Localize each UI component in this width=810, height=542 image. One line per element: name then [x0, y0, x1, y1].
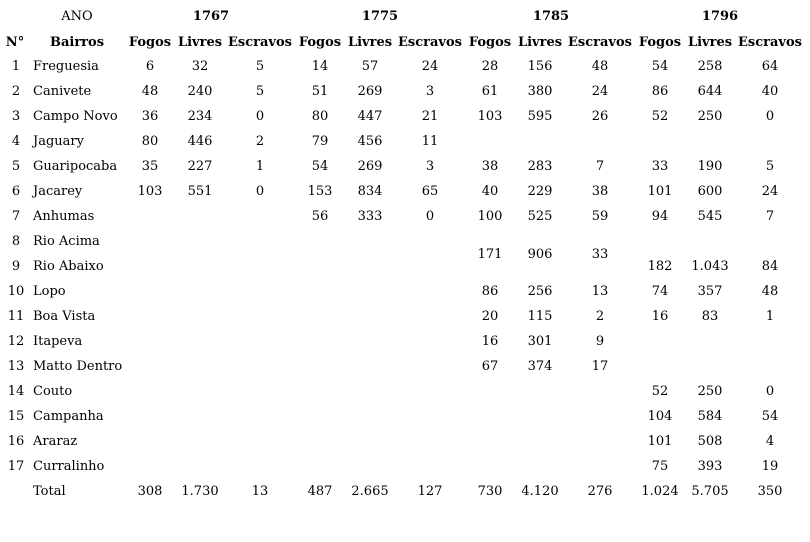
total-1796-fogos: 1.024: [641, 484, 679, 499]
cell-1767-livres: 446: [187, 134, 213, 149]
row-number: 3: [11, 109, 21, 124]
cell-1796-livres: 258: [697, 59, 723, 74]
bairro-name: Couto: [33, 384, 73, 399]
cell-1767-escravos: 0: [255, 184, 265, 199]
cell-1775-escravos: 21: [421, 109, 439, 124]
cell-1796-escravos: 0: [765, 384, 775, 399]
cell-1775-fogos: 14: [311, 59, 329, 74]
cell-1775-livres: 456: [357, 134, 383, 149]
cell-1775-livres: 269: [357, 159, 383, 174]
cell-1785-fogos: 38: [481, 159, 499, 174]
bairro-name: Lopo: [33, 284, 66, 299]
total-1775-fogos: 487: [307, 484, 333, 499]
total-1796-livres: 5.705: [691, 484, 729, 499]
total-label: Total: [33, 484, 66, 499]
year-1775: 1775: [361, 9, 399, 24]
cell-1767-fogos: 48: [141, 84, 159, 99]
cell-1796-fogos: 16: [651, 309, 669, 324]
row-number: 7: [11, 209, 21, 224]
cell-1796-fogos: 74: [651, 284, 669, 299]
subheader-1785-livres: Livres: [517, 35, 563, 50]
cell-1785-livres: 595: [527, 109, 553, 124]
row-number: 15: [7, 409, 25, 424]
cell-1796-fogos: 101: [647, 184, 673, 199]
cell-1785-livres: 229: [527, 184, 553, 199]
subheader-1775-fogos: Fogos: [298, 35, 342, 50]
bairro-name: Campo Novo: [33, 109, 118, 124]
bairro-name: Freguesia: [33, 59, 99, 74]
bairro-name: Rio Acima: [33, 234, 100, 249]
total-1767-livres: 1.730: [181, 484, 219, 499]
subheader-1775-escravos: Escravos: [398, 35, 462, 50]
subheader-1785-escravos: Escravos: [568, 35, 632, 50]
cell-1785-escravos: 59: [591, 209, 609, 224]
cell-1785-escravos: 24: [591, 84, 609, 99]
cell-1767-fogos: 35: [141, 159, 159, 174]
subheader-1796-livres: Livres: [687, 35, 733, 50]
cell-1796-escravos: 7: [765, 209, 775, 224]
bairro-name: Araraz: [33, 434, 78, 449]
cell-1785-livres: 380: [527, 84, 553, 99]
cell-1775-escravos: 65: [421, 184, 439, 199]
cell-1775-livres: 333: [357, 209, 383, 224]
cell-1775-fogos: 51: [311, 84, 329, 99]
cell-1767-escravos: 0: [255, 109, 265, 124]
row-number: 4: [11, 134, 21, 149]
cell-1775-livres: 57: [361, 59, 379, 74]
cell-1796-escravos: 48: [761, 284, 779, 299]
cell-1767-fogos: 80: [141, 134, 159, 149]
row-number: 9: [11, 259, 21, 274]
cell-1796-fogos: 75: [651, 459, 669, 474]
subheader-1775-livres: Livres: [347, 35, 393, 50]
cell-1785-fogos: 28: [481, 59, 499, 74]
total-1767-fogos: 308: [137, 484, 163, 499]
cell-1796-livres: 250: [697, 384, 723, 399]
cell-1796-fogos: 54: [651, 59, 669, 74]
cell-1767-fogos: 36: [141, 109, 159, 124]
cell-1796-escravos: 0: [765, 109, 775, 124]
cell-1775-fogos: 153: [307, 184, 333, 199]
bairro-name: Itapeva: [33, 334, 83, 349]
cell-1785-escravos: 9: [595, 334, 605, 349]
cell-1785-escravos: 2: [595, 309, 605, 324]
cell-1775-escravos: 24: [421, 59, 439, 74]
bairro-name: Guaripocaba: [33, 159, 118, 174]
cell-1796-livres: 584: [697, 409, 723, 424]
bairro-name: Jaguary: [33, 134, 84, 149]
cell-1796-escravos: 64: [761, 59, 779, 74]
cell-1796-livres: 545: [697, 209, 723, 224]
cell-1775-escravos: 3: [425, 159, 435, 174]
cell-1796-escravos: 1: [765, 309, 775, 324]
cell-1796-livres: 393: [697, 459, 723, 474]
subheader-1767-fogos: Fogos: [128, 35, 172, 50]
row-number: 8: [11, 234, 21, 249]
cell-1767-escravos: 5: [255, 84, 265, 99]
subheader-1796-fogos: Fogos: [638, 35, 682, 50]
row-number: 16: [7, 434, 25, 449]
cell-1767-livres: 227: [187, 159, 213, 174]
subheader-1785-fogos: Fogos: [468, 35, 512, 50]
cell-1796-livres: 83: [701, 309, 719, 324]
cell-1796-escravos: 5: [765, 159, 775, 174]
total-1767-escravos: 13: [251, 484, 269, 499]
cell-1796-fogos: 104: [647, 409, 673, 424]
cell-1796-escravos: 84: [761, 259, 779, 274]
cell-1796-livres: 357: [697, 284, 723, 299]
cell-1785-fogos: 103: [477, 109, 503, 124]
cell-1767-escravos: 5: [255, 59, 265, 74]
bairro-name: Canivete: [33, 84, 92, 99]
cell-1785-fogos: 86: [481, 284, 499, 299]
cell-1785-fogos: 100: [477, 209, 503, 224]
cell-1767-escravos: 1: [255, 159, 265, 174]
cell-1785-fogos: 40: [481, 184, 499, 199]
cell-1785-livres: 156: [527, 59, 553, 74]
bairro-name: Campanha: [33, 409, 104, 424]
row-number: 1: [11, 59, 21, 74]
cell-1785-livres: 256: [527, 284, 553, 299]
cell-1796-fogos: 94: [651, 209, 669, 224]
row-number: 10: [7, 284, 25, 299]
cell-1785-fogos: 20: [481, 309, 499, 324]
cell-1796-escravos: 4: [765, 434, 775, 449]
cell-1796-livres: 250: [697, 109, 723, 124]
total-1785-livres: 4.120: [521, 484, 559, 499]
year-1796: 1796: [701, 9, 739, 24]
year-1785: 1785: [532, 9, 570, 24]
cell-1785-escravos-rio-merged: 33: [591, 246, 609, 262]
cell-1785-fogos: 61: [481, 84, 499, 99]
cell-1796-escravos: 54: [761, 409, 779, 424]
cell-1785-fogos-rio-merged: 171: [477, 246, 503, 262]
cell-1785-fogos: 16: [481, 334, 499, 349]
cell-1775-escravos: 11: [421, 134, 439, 149]
cell-1796-escravos: 19: [761, 459, 779, 474]
row-number: 13: [7, 359, 25, 374]
cell-1775-escravos: 3: [425, 84, 435, 99]
cell-1785-livres: 525: [527, 209, 553, 224]
subheader-1767-escravos: Escravos: [228, 35, 292, 50]
cell-1785-fogos: 67: [481, 359, 499, 374]
cell-1767-escravos: 2: [255, 134, 265, 149]
cell-1775-fogos: 56: [311, 209, 329, 224]
row-number: 11: [7, 309, 25, 324]
total-1775-livres: 2.665: [351, 484, 389, 499]
cell-1785-livres-rio-merged: 906: [527, 246, 553, 262]
cell-1796-fogos: 52: [651, 384, 669, 399]
cell-1785-escravos: 48: [591, 59, 609, 74]
cell-1775-fogos: 79: [311, 134, 329, 149]
cell-1796-fogos: 182: [647, 259, 673, 274]
year-1767: 1767: [192, 9, 230, 24]
row-number: 5: [11, 159, 21, 174]
subheader-1767-livres: Livres: [177, 35, 223, 50]
bairros-header: Bairros: [49, 35, 105, 50]
cell-1767-livres: 32: [191, 59, 209, 74]
cell-1785-livres: 374: [527, 359, 553, 374]
cell-1796-livres: 1.043: [691, 259, 729, 274]
cell-1796-livres: 190: [697, 159, 723, 174]
total-1775-escravos: 127: [417, 484, 443, 499]
cell-1796-escravos: 24: [761, 184, 779, 199]
cell-1767-livres: 240: [187, 84, 213, 99]
cell-1796-fogos: 101: [647, 434, 673, 449]
cell-1785-livres: 115: [527, 309, 553, 324]
cell-1775-fogos: 54: [311, 159, 329, 174]
total-1785-fogos: 730: [477, 484, 503, 499]
cell-1785-escravos: 17: [591, 359, 609, 374]
cell-1796-livres: 600: [697, 184, 723, 199]
cell-1796-livres: 644: [697, 84, 723, 99]
cell-1785-escravos: 13: [591, 284, 609, 299]
bairro-name: Jacarey: [33, 184, 83, 199]
cell-1796-livres: 508: [697, 434, 723, 449]
bairro-name: Boa Vista: [33, 309, 96, 324]
bairro-name: Anhumas: [33, 209, 95, 224]
num-header: N°: [5, 35, 25, 50]
bairro-name: Curralinho: [33, 459, 105, 474]
cell-1767-livres: 234: [187, 109, 213, 124]
total-1796-escravos: 350: [757, 484, 783, 499]
cell-1796-fogos: 52: [651, 109, 669, 124]
cell-1775-fogos: 80: [311, 109, 329, 124]
cell-1775-livres: 834: [357, 184, 383, 199]
cell-1775-livres: 447: [357, 109, 383, 124]
cell-1796-fogos: 86: [651, 84, 669, 99]
bairro-name: Matto Dentro: [33, 359, 123, 374]
cell-1785-escravos: 7: [595, 159, 605, 174]
cell-1785-livres: 283: [527, 159, 553, 174]
subheader-1796-escravos: Escravos: [738, 35, 802, 50]
row-number: 2: [11, 84, 21, 99]
cell-1775-livres: 269: [357, 84, 383, 99]
row-number: 14: [7, 384, 25, 399]
row-number: 17: [7, 459, 25, 474]
cell-1785-escravos: 26: [591, 109, 609, 124]
cell-1767-fogos: 6: [145, 59, 155, 74]
bairro-name: Rio Abaixo: [33, 259, 104, 274]
cell-1785-escravos: 38: [591, 184, 609, 199]
cell-1767-livres: 551: [187, 184, 213, 199]
cell-1796-fogos: 33: [651, 159, 669, 174]
total-1785-escravos: 276: [587, 484, 613, 499]
ano-label: ANO: [61, 9, 93, 24]
cell-1775-escravos: 0: [425, 209, 435, 224]
cell-1767-fogos: 103: [137, 184, 163, 199]
row-number: 12: [7, 334, 25, 349]
cell-1796-escravos: 40: [761, 84, 779, 99]
cell-1785-livres: 301: [527, 334, 553, 349]
row-number: 6: [11, 184, 21, 199]
